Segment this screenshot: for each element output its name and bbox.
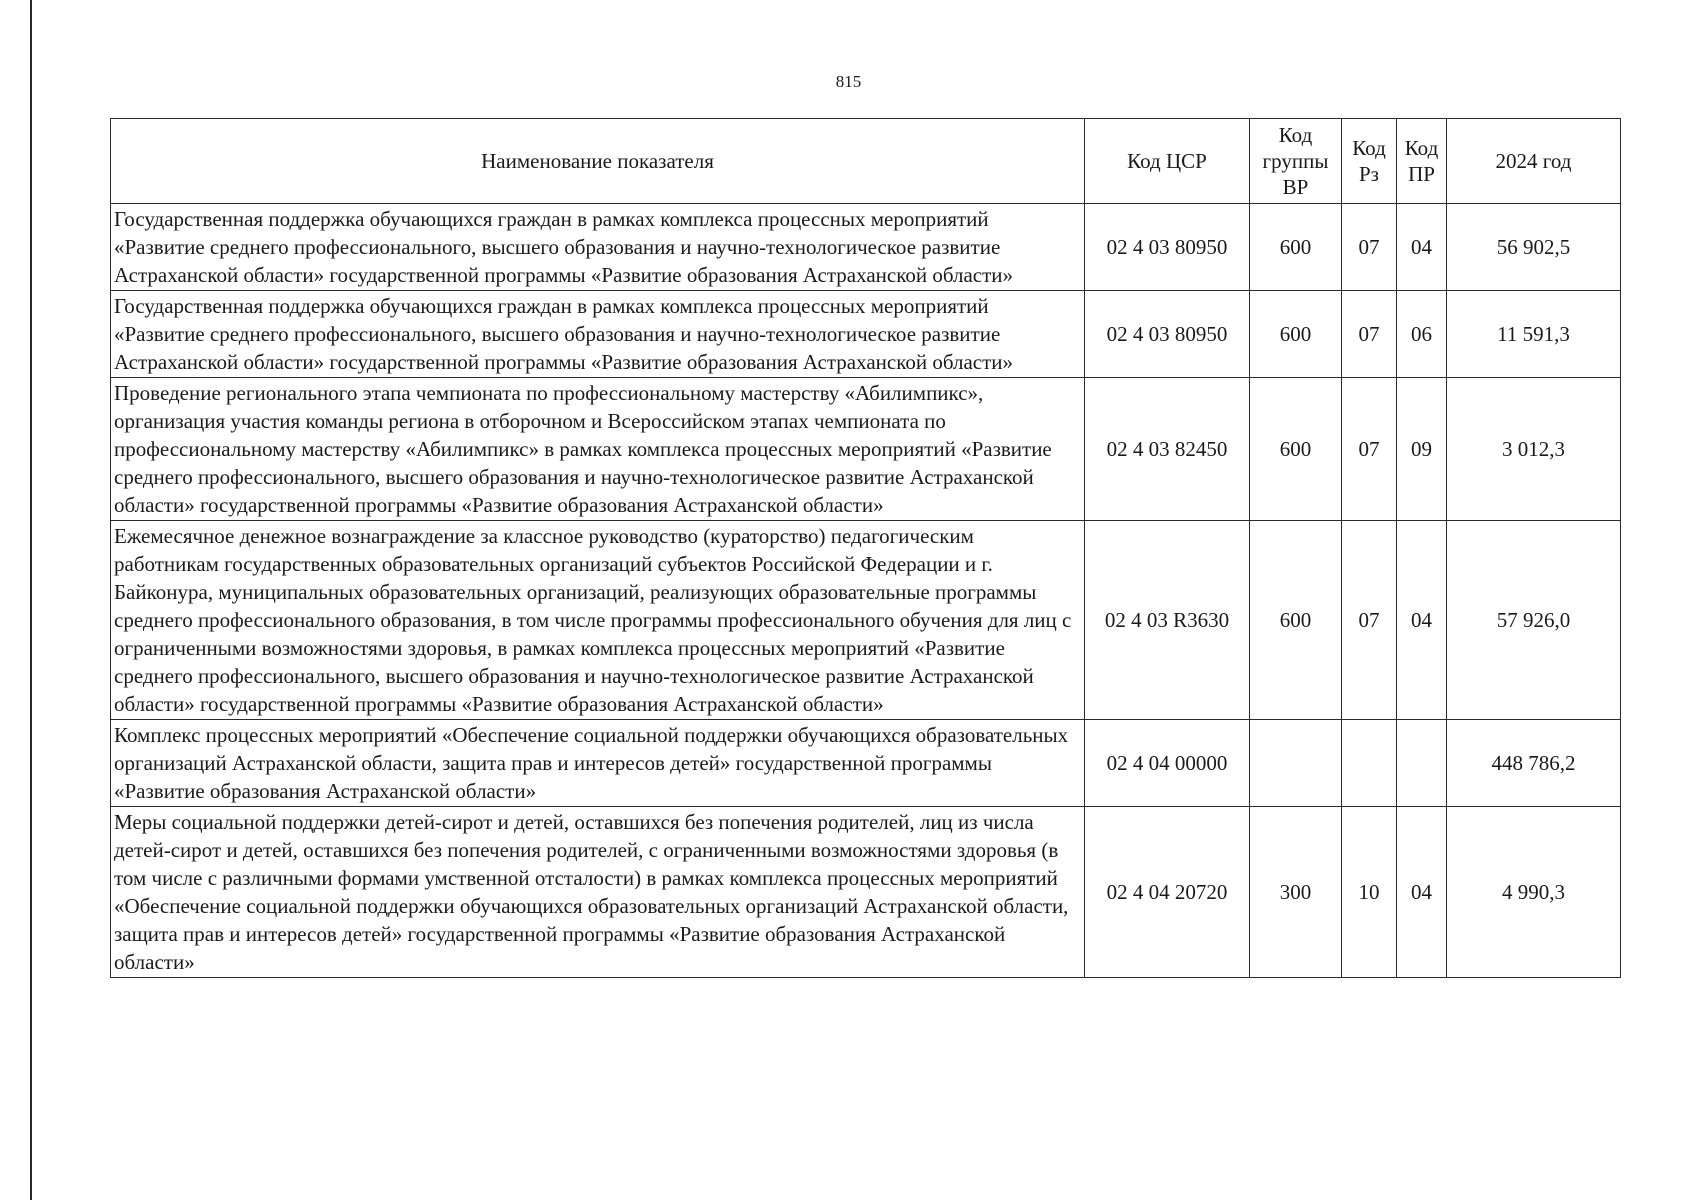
row-rz-code: 07 — [1342, 521, 1397, 720]
row-rz-code: 07 — [1342, 204, 1397, 291]
row-name: Комплекс процессных мероприятий «Обеспечение социальной поддержки обучающихся образовательных организаций Астраханской области, защита прав и интересов детей» государственной программы «Развитие образования Астраханской области» — [111, 720, 1085, 807]
row-name: Проведение регионального этапа чемпионата по профессиональному мастерству «Абилимпикс», организация участия команды региона в отборочном и Всероссийском этапах чемпионата по профессиональному мастерству «Абилимпикс» в рамках комплекса процессных мероприятий «Развитие среднего профессионального, высшего образования и научно-технологическое развитие Астраханской области» государственной программы «Развитие образования Астраханской области» — [111, 378, 1085, 521]
row-rz-code: 07 — [1342, 378, 1397, 521]
row-csr-code: 02 4 03 80950 — [1085, 204, 1250, 291]
table-row — [111, 807, 1621, 978]
header-pr-code: Код ПР — [1397, 119, 1447, 204]
header-name: Наименование показателя — [111, 119, 1085, 204]
row-csr-code: 02 4 03 R3630 — [1085, 521, 1250, 720]
table-row — [111, 204, 1621, 291]
header-csr-code: Код ЦСР — [1085, 119, 1250, 204]
row-csr-code: 02 4 04 00000 — [1085, 720, 1250, 807]
row-amount: 11 591,3 — [1447, 291, 1621, 378]
row-amount: 57 926,0 — [1447, 521, 1621, 720]
table-header-row — [111, 119, 1621, 204]
table-row — [111, 291, 1621, 378]
row-name: Государственная поддержка обучающихся граждан в рамках комплекса процессных мероприятий «Развитие среднего профессионального, высшего образования и научно-технологическое развитие Астраханской области» государственной программы «Развитие образования Астраханской области» — [111, 204, 1085, 291]
table-row — [111, 521, 1621, 720]
row-name: Ежемесячное денежное вознаграждение за классное руководство (кураторство) педагогическим работникам государственных образовательных организаций субъектов Российской Федерации и г. Байконура, муниципальных образовательных организаций, реализующих образовательные программы среднего профессионального образования, в том числе программы профессионального обучения для лиц с ограниченными возможностями здоровья, в рамках комплекса процессных мероприятий «Развитие среднего профессионального, высшего образования и научно-технологическое развитие Астраханской области» государственной программы «Развитие образования Астраханской области» — [111, 521, 1085, 720]
row-amount: 56 902,5 — [1447, 204, 1621, 291]
row-pr-code: 04 — [1397, 807, 1447, 978]
row-vr-code: 600 — [1250, 378, 1342, 521]
row-pr-code: 09 — [1397, 378, 1447, 521]
row-name: Государственная поддержка обучающихся граждан в рамках комплекса процессных мероприятий «Развитие среднего профессионального, высшего образования и научно-технологическое развитие Астраханской области» государственной программы «Развитие образования Астраханской области» — [111, 291, 1085, 378]
row-vr-code: 600 — [1250, 521, 1342, 720]
row-pr-code: 06 — [1397, 291, 1447, 378]
row-pr-code — [1397, 720, 1447, 807]
page-number: 815 — [835, 72, 862, 91]
row-csr-code: 02 4 03 80950 — [1085, 291, 1250, 378]
budget-table — [110, 118, 1621, 978]
row-pr-code: 04 — [1397, 521, 1447, 720]
row-name: Меры социальной поддержки детей-сирот и детей, оставшихся без попечения родителей, лиц из числа детей-сирот и детей, оставшихся без попечения родителей, с ограниченными возможностями здоровья (в том числе с различными формами умственной отсталости) в рамках комплекса процессных мероприятий «Обеспечение социальной поддержки обучающихся образовательных организаций Астраханской области, защита прав и интересов детей» государственной программы «Развитие образования Астраханской области» — [111, 807, 1085, 978]
row-rz-code: 10 — [1342, 807, 1397, 978]
row-amount: 3 012,3 — [1447, 378, 1621, 521]
row-pr-code: 04 — [1397, 204, 1447, 291]
row-csr-code: 02 4 03 82450 — [1085, 378, 1250, 521]
header-vr-code: Код группы ВР — [1250, 119, 1342, 204]
row-vr-code: 600 — [1250, 291, 1342, 378]
row-csr-code: 02 4 04 20720 — [1085, 807, 1250, 978]
header-year-2024: 2024 год — [1447, 119, 1621, 204]
row-vr-code: 600 — [1250, 204, 1342, 291]
row-vr-code — [1250, 720, 1342, 807]
row-amount: 4 990,3 — [1447, 807, 1621, 978]
row-rz-code: 07 — [1342, 291, 1397, 378]
header-rz-code: Код Рз — [1342, 119, 1397, 204]
row-amount: 448 786,2 — [1447, 720, 1621, 807]
row-rz-code — [1342, 720, 1397, 807]
row-vr-code: 300 — [1250, 807, 1342, 978]
table-row — [111, 720, 1621, 807]
page-binding-line — [30, 0, 32, 1200]
table-row — [111, 378, 1621, 521]
